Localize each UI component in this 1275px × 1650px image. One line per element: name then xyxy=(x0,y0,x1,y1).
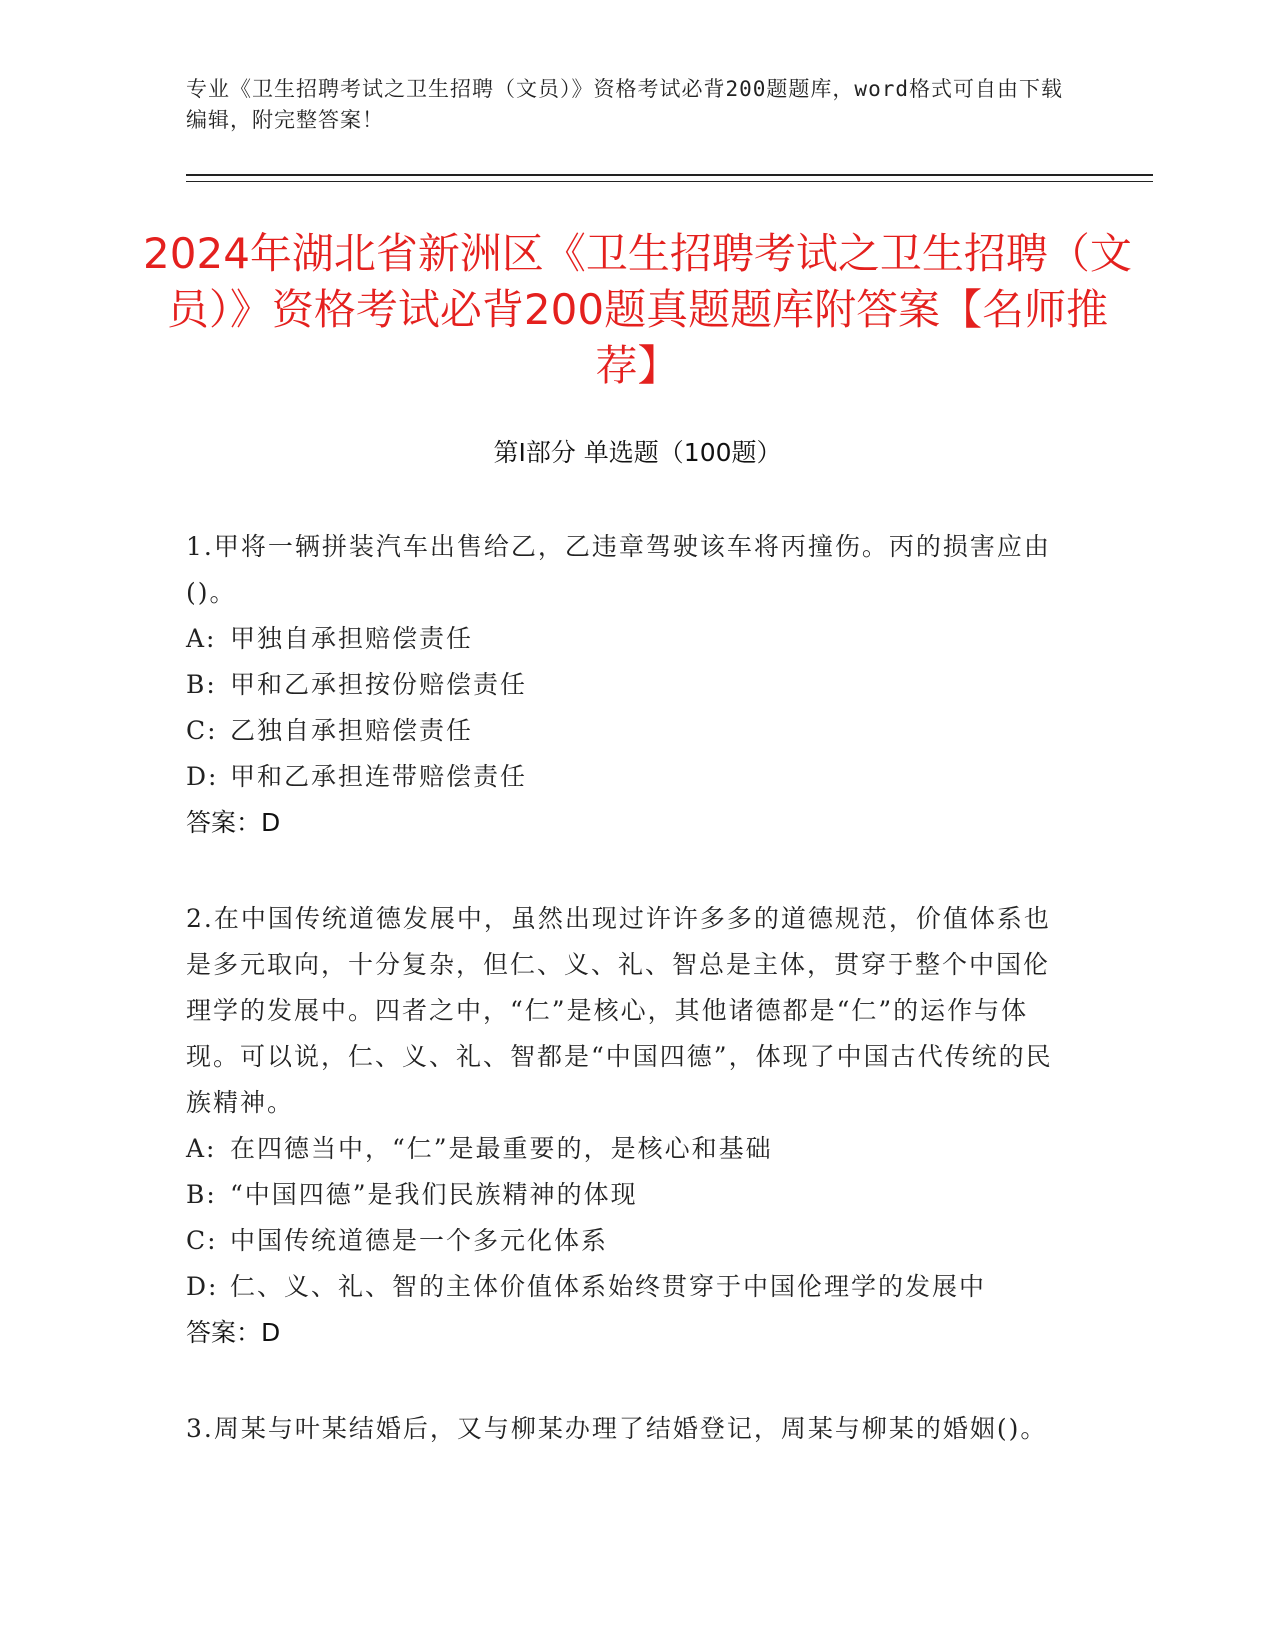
option-a xyxy=(186,616,1066,662)
option-text: 甲和乙承担连带赔偿责任 xyxy=(230,762,528,791)
header-divider-thin xyxy=(186,181,1153,182)
option-key: B: xyxy=(186,1180,217,1209)
question-stem: 3.周某与叶某结婚后，又与柳某办理了结婚登记，周某与柳某的婚姻()。 xyxy=(186,1414,1048,1443)
option-b xyxy=(186,662,1066,708)
question-1 xyxy=(186,524,1066,846)
option-key: B: xyxy=(186,670,217,699)
question-stem: 2.在中国传统道德发展中，虽然出现过许许多多的道德规范，价值体系也是多元取向，十分复杂，但仁、义、礼、智总是主体，贯穿于整个中国伦理学的发展中。四者之中，“仁”是核心，其他诸德都是“仁”的运作与体现。可以说，仁、义、礼、智都是“中国四德”，体现了中国古代传统的民族精神。 xyxy=(186,904,1053,1117)
header-divider-thick xyxy=(186,174,1153,176)
option-text: “中国四德”是我们民族精神的体现 xyxy=(230,1180,638,1209)
option-key: A: xyxy=(186,624,217,653)
option-text: 乙独自承担赔偿责任 xyxy=(230,716,474,745)
question-stem: 1.甲将一辆拼装汽车出售给乙，乙违章驾驶该车将丙撞伤。丙的损害应由()。 xyxy=(186,532,1051,607)
option-c xyxy=(186,1218,1066,1264)
answer-label: 答案：D xyxy=(186,1318,281,1347)
option-text: 甲独自承担赔偿责任 xyxy=(230,624,474,653)
option-text: 甲和乙承担按份赔偿责任 xyxy=(230,670,528,699)
option-key: A: xyxy=(186,1134,217,1163)
section-heading: 第Ⅰ部分 单选题（100题） xyxy=(493,438,782,467)
option-a xyxy=(186,1126,1066,1172)
option-d xyxy=(186,1264,1066,1310)
option-text: 在四德当中，“仁”是最重要的，是核心和基础 xyxy=(230,1134,773,1163)
option-b xyxy=(186,1172,1066,1218)
option-key: C: xyxy=(186,716,218,745)
answer-label: 答案：D xyxy=(186,808,281,837)
document-title: 2024年湖北省新洲区《卫生招聘考试之卫生招聘（文员）》资格考试必背200题真题题库附答案【名师推荐】 xyxy=(143,229,1132,390)
option-key: D: xyxy=(186,762,219,791)
option-key: D: xyxy=(186,1272,219,1301)
option-c xyxy=(186,708,1066,754)
option-text: 仁、义、礼、智的主体价值体系始终贯穿于中国伦理学的发展中 xyxy=(230,1272,987,1301)
question-list xyxy=(186,524,1066,1502)
question-2 xyxy=(186,896,1066,1356)
option-d xyxy=(186,754,1066,800)
question-3 xyxy=(186,1406,1066,1452)
option-key: C: xyxy=(186,1226,218,1255)
header-note: 专业《卫生招聘考试之卫生招聘（文员）》资格考试必背200题题库，word格式可自由下载编辑，附完整答案！ xyxy=(186,77,1063,132)
option-text: 中国传统道德是一个多元化体系 xyxy=(230,1226,609,1255)
